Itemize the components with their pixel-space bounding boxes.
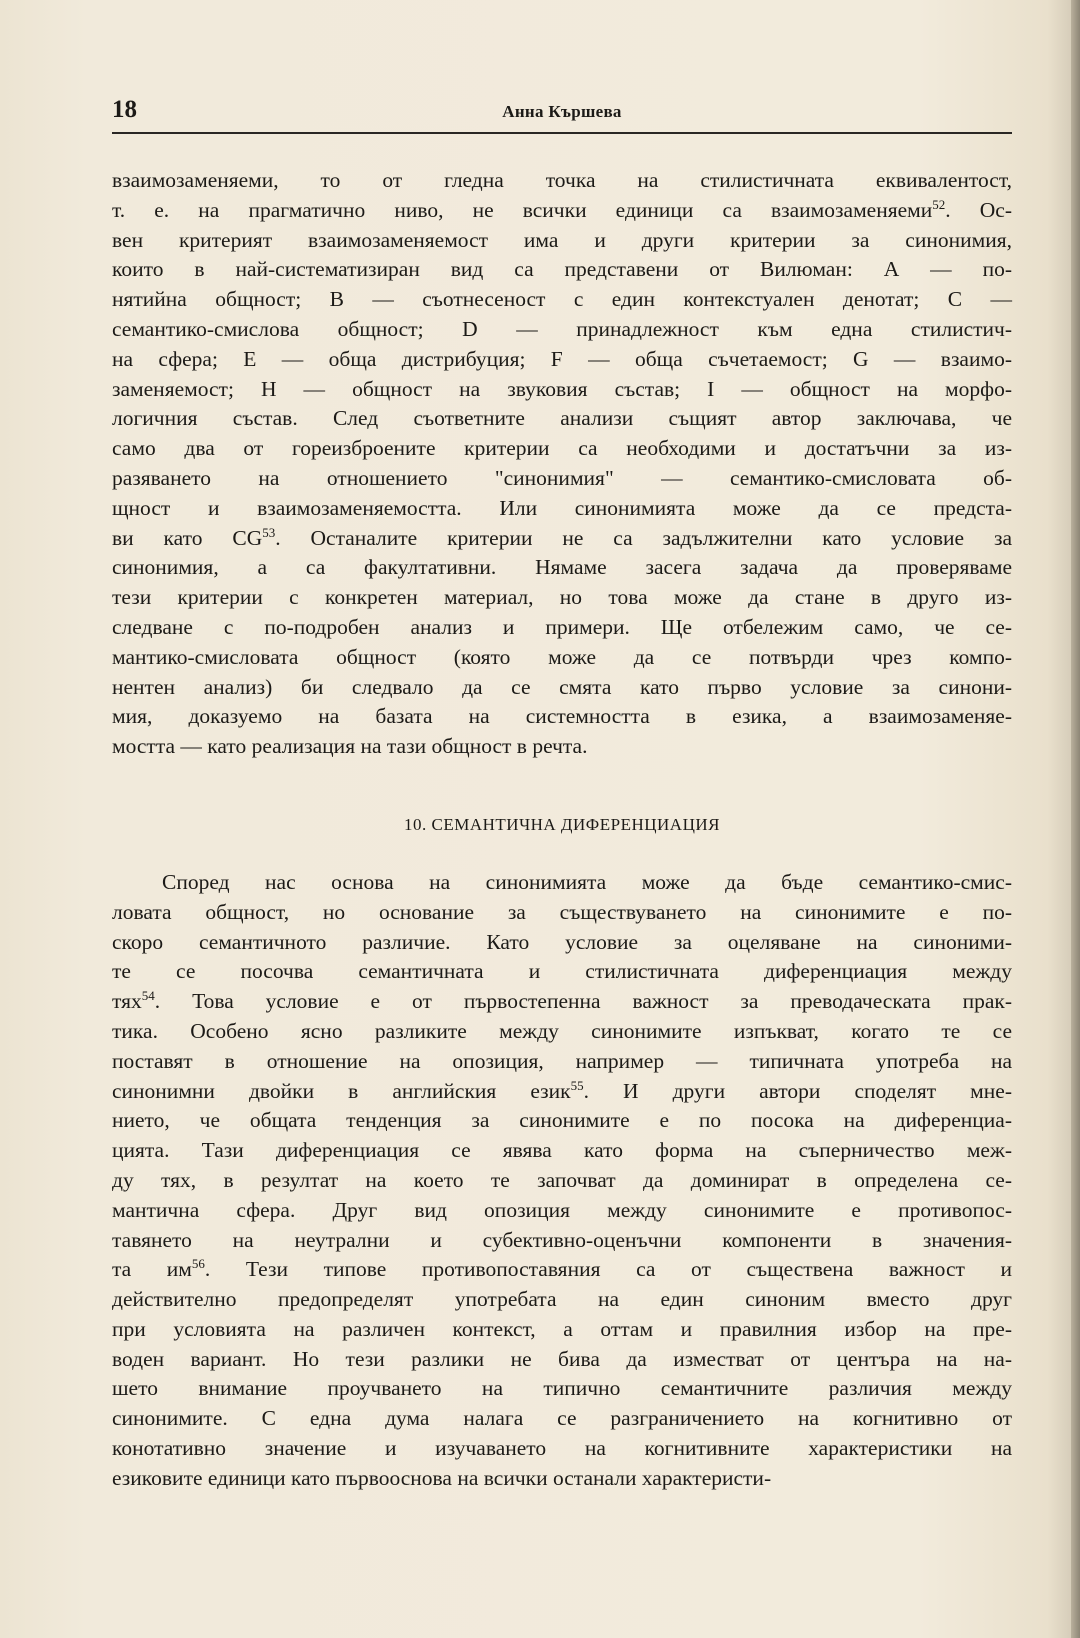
footnote-ref[interactable]: 56: [191, 1256, 205, 1272]
footnote-ref[interactable]: 54: [141, 987, 155, 1003]
text-line: [112, 1255, 1012, 1285]
line-text: нятийна общност; В — съотнесеност с един контекстуален денотат; С —: [112, 287, 1012, 312]
line-text: воден вариант. Но тези разлики не бива да изместват от центъра на на-: [112, 1346, 1012, 1371]
text-line: [112, 524, 1012, 554]
header-rule: [112, 132, 1012, 134]
footnote-ref[interactable]: 55: [570, 1077, 584, 1093]
text-line: [112, 673, 1012, 703]
text-line: [112, 928, 1012, 958]
running-head: Анна Кършева: [502, 102, 622, 121]
text-line: [112, 1106, 1012, 1136]
paragraph-2: [112, 868, 1012, 1494]
text-line: [112, 643, 1012, 673]
text-line: [112, 494, 1012, 524]
page-edge: [1071, 0, 1080, 1638]
text-line: [112, 957, 1012, 987]
text-line: [112, 255, 1012, 285]
line-text: семантико-смислова общност; D — принадлежност към една стилистич-: [112, 316, 1012, 341]
line-text: езиковите единици като първооснова на всички останали характеристи-: [112, 1465, 772, 1490]
line-text: мия, доказуемо на базата на системността в езика, а взаимозаменяе-: [112, 704, 1012, 729]
text-line: [112, 1404, 1012, 1434]
text-line: [112, 464, 1012, 494]
paragraph-1: [112, 166, 1012, 762]
line-text: мостта — като реализация на тази общност в речта.: [112, 734, 588, 759]
line-text: действително предопределят употребата на един синоним вместо друг: [112, 1287, 1012, 1312]
line-text: та им: [112, 1257, 192, 1282]
text-line: [112, 375, 1012, 405]
text-line: [112, 987, 1012, 1017]
line-text: щност и взаимозаменяемостта. Или синонимията може да се предста-: [112, 495, 1012, 520]
line-text: ловата общност, но основание за съществуването на синонимите е по-: [112, 899, 1012, 924]
line-text: заменяемост; Н — общност на звуковия състав; I — общност на морфо-: [112, 376, 1012, 401]
line-text: т. е. на прагматично ниво, не всички единици са взаимозаменяеми: [112, 197, 933, 222]
text-line: [112, 434, 1012, 464]
body-text: [112, 166, 1012, 1494]
text-line: [112, 1285, 1012, 1315]
line-text: тавянето на неутрални и субективно-оценъчни компоненти в значения-: [112, 1227, 1012, 1252]
line-text: ду тях, в резултат на което те започват да доминират в определена се-: [112, 1167, 1012, 1192]
text-line: [112, 1166, 1012, 1196]
text-line: [112, 898, 1012, 928]
text-line: [112, 404, 1012, 434]
line-text: . Останалите критерии не са задължителни като условие за: [275, 525, 1012, 550]
line-text: шето внимание проучването на типично семантичните различия между: [112, 1376, 1012, 1401]
line-text: синонимни двойки в английския език: [112, 1078, 571, 1103]
text-line: [112, 732, 1012, 762]
page-number: 18: [112, 96, 137, 123]
text-line: [112, 1434, 1012, 1464]
line-text: при условията на различен контекст, а оттам и правилния избор на пре-: [112, 1316, 1012, 1341]
line-text: конотативно значение и изучаването на когнитивните характеристики на: [112, 1436, 1012, 1461]
text-line: [112, 285, 1012, 315]
text-line: [112, 1077, 1012, 1107]
text-line: [112, 1464, 1012, 1494]
line-text: тези критерии с конкретен материал, но това може да стане в друго из-: [112, 585, 1012, 610]
line-text: синонимия, а са факултативни. Нямаме засега задача да проверяваме: [112, 555, 1012, 580]
text-line: [112, 345, 1012, 375]
text-line: [112, 1345, 1012, 1375]
text-line: [112, 868, 1012, 898]
text-line: [112, 1047, 1012, 1077]
line-text: . Това условие е от първостепенна важност за преводаческата прак-: [154, 989, 1012, 1014]
text-line: [112, 1374, 1012, 1404]
line-text: следване с по-подробен анализ и примери. Ще отбележим само, че се-: [112, 614, 1012, 639]
line-text: ви като CG: [112, 525, 263, 550]
text-line: [112, 315, 1012, 345]
footnote-ref[interactable]: 52: [932, 196, 946, 212]
page-header: [112, 94, 1012, 126]
text-line: [112, 226, 1012, 256]
text-line: [112, 1226, 1012, 1256]
line-text: на сфера; Е — обща дистрибуция; F — обща съчетаемост; G — взаимо-: [112, 346, 1012, 371]
line-text: нието, че общата тенденция за синонимите е по посока на диференциа-: [112, 1108, 1012, 1133]
text-line: [112, 1136, 1012, 1166]
text-line: [112, 166, 1012, 196]
text-line: [112, 702, 1012, 732]
section-heading: 10. СЕМАНТИЧНА ДИФЕРЕНЦИАЦИЯ: [404, 814, 720, 834]
text-line: [112, 196, 1012, 226]
line-text: . И други автори споделят мне-: [583, 1078, 1012, 1103]
line-text: поставят в отношение на опозиция, например — типичната употреба на: [112, 1048, 1012, 1073]
line-text: мантико-смисловата общност (която може да се потвърди чрез компо-: [112, 644, 1012, 669]
text-line: [112, 1196, 1012, 1226]
line-text: мантична сфера. Друг вид опозиция между синонимите е противопос-: [112, 1197, 1012, 1222]
line-text: те се посочва семантичната и стилистичната диференциация между: [112, 959, 1012, 984]
line-text: скоро семантичното различие. Като условие за оцеляване на синоними-: [112, 929, 1012, 954]
text-line: [112, 553, 1012, 583]
line-text: разяването на отношението "синонимия" — семантико-смисловата об-: [112, 465, 1012, 490]
line-text: тях: [112, 989, 142, 1014]
text-line: [112, 1017, 1012, 1047]
line-text: синонимите. С една дума налага се разграничението на когнитивно от: [112, 1406, 1012, 1431]
line-text: нентен анализ) би следвало да се смята като първо условие за синони-: [112, 674, 1012, 699]
line-text: логичния състав. След съответните анализи същият автор заключава, че: [112, 406, 1012, 431]
line-text: цията. Тази диференциация се явява като форма на съперничество меж-: [112, 1138, 1012, 1163]
line-text: . Тези типове противопоставяния са от съществена важност и: [204, 1257, 1012, 1282]
footnote-ref[interactable]: 53: [262, 524, 276, 540]
text-line: [112, 583, 1012, 613]
line-text: . Ос-: [945, 197, 1012, 222]
text-line: [112, 1315, 1012, 1345]
line-text: които в най-систематизиран вид са представени от Вилюман: А — по-: [112, 257, 1012, 282]
line-text: тика. Особено ясно разликите между синонимите изпъкват, когато те се: [112, 1018, 1012, 1043]
text-line: [112, 613, 1012, 643]
line-text: само два от гореизброените критерии са необходими и достатъчни за из-: [112, 436, 1012, 461]
line-text: Според нас основа на синонимията може да бъде семантико-смис-: [162, 869, 1012, 894]
line-text: вен критерият взаимозаменяемост има и други критерии за синонимия,: [112, 227, 1012, 252]
line-text: взаимозаменяеми, то от гледна точка на стилистичната еквивалентост,: [112, 168, 1012, 192]
